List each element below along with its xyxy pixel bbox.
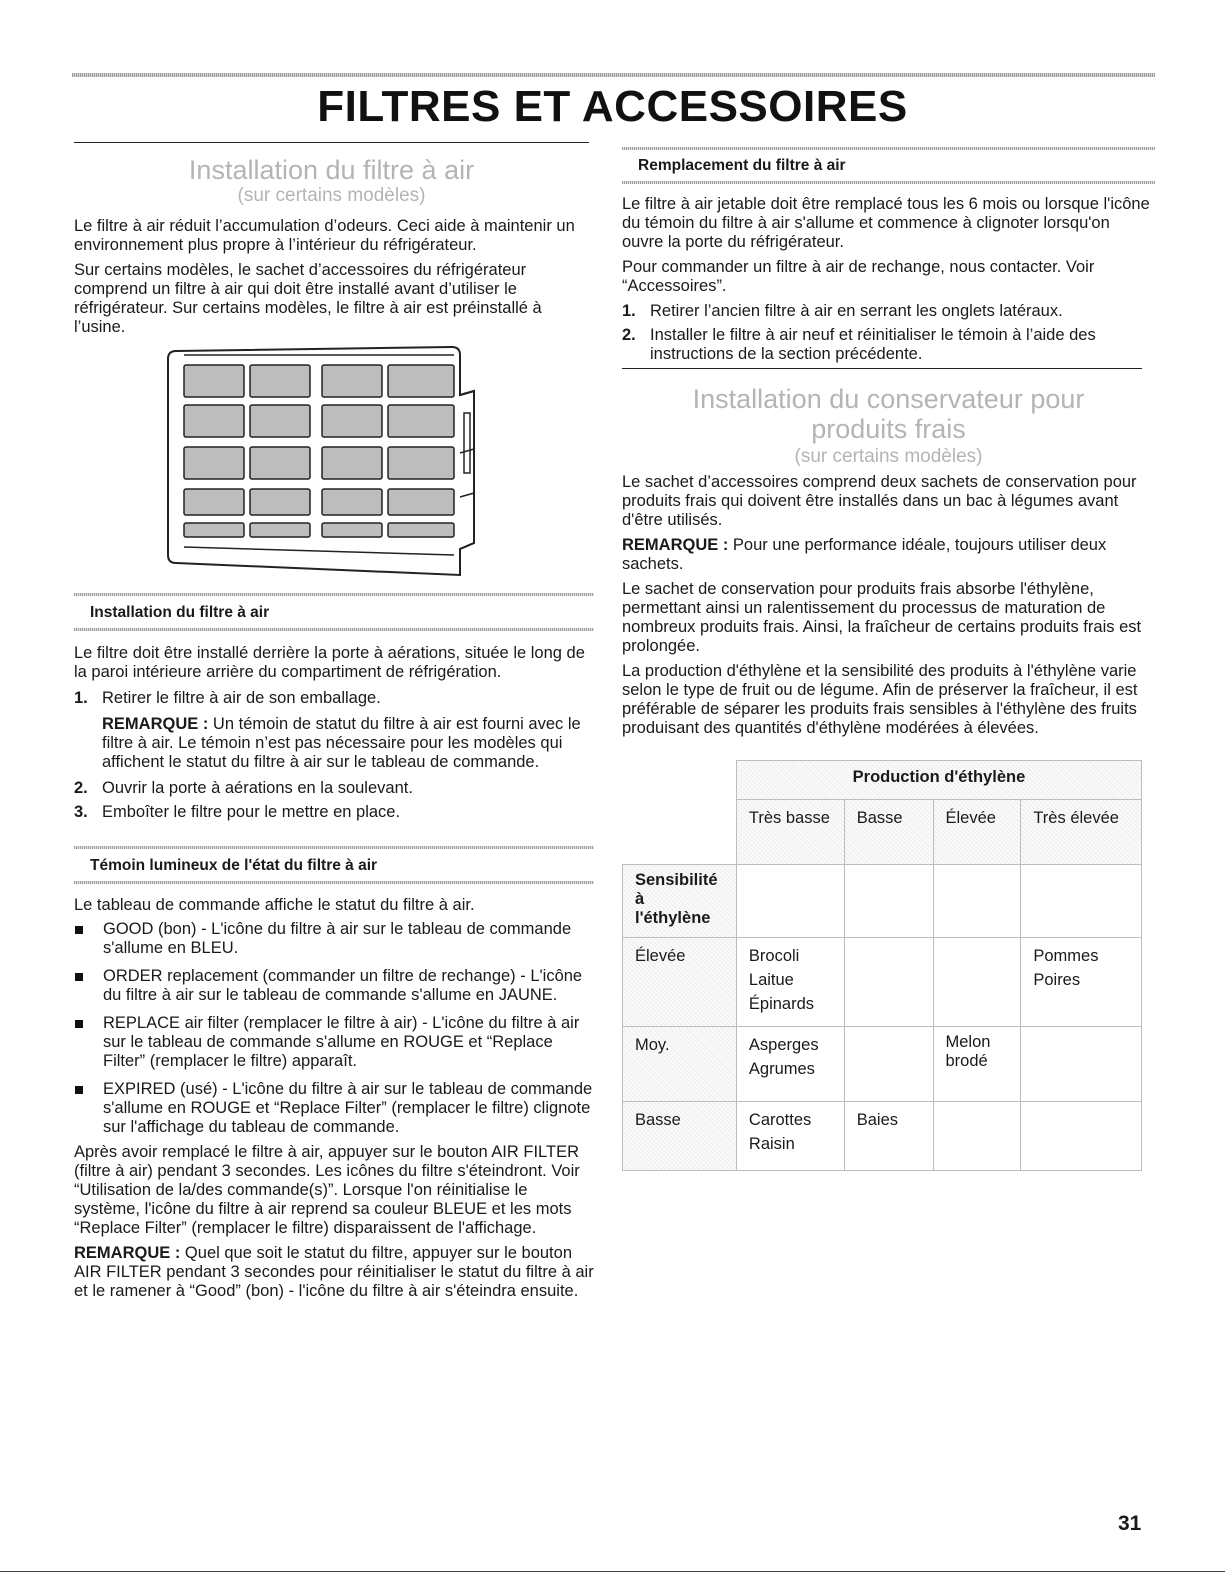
- table-cell: [623, 761, 737, 800]
- column-header: Très basse: [736, 800, 844, 865]
- note-text: Quel que soit le statut du filtre, appuyer sur le bouton AIR FILTER pendant 3 secondes pour réinitialiser le statut du filtre à air et le ramener à “Good” (bon) - l'icône du filtre à air s'éteindra ensuite.: [74, 1244, 594, 1300]
- preserver-paragraph: La production d'éthylène et la sensibilité des produits à l'éthylène varie selon le type de fruit ou de légume. Afin de préserver la fraîcheur, il est préférable de séparer les produits frais sensibles à l'éthylène des fruits produisant des quantités d'éthylène modérées à élevées.: [622, 662, 1138, 737]
- table-row: [623, 865, 1142, 938]
- row-label: Moy.: [623, 1027, 737, 1102]
- replace-paragraph: Pour commander un filtre à air de rechange, nous contacter. Voir “Accessoires”.: [622, 258, 1095, 295]
- step-item: [622, 302, 1155, 321]
- filter-slat: [250, 447, 310, 479]
- bullet-icon: [74, 1014, 103, 1071]
- dotted-rule: [74, 628, 594, 631]
- step-text: Retirer le filtre à air de son emballage.: [102, 689, 381, 707]
- step-number: 1.: [622, 302, 636, 320]
- table-cell: [1021, 1027, 1142, 1102]
- table-cell: [1021, 865, 1142, 938]
- step-text: Emboîter le filtre pour le mettre en place.: [102, 803, 401, 821]
- table-cell: [844, 1027, 933, 1102]
- section-subtitle: (sur certains modèles): [794, 446, 983, 467]
- preserver-paragraph: Le sachet d’accessoires comprend deux sachets de conservation pour produits frais qui doivent être installés dans un bac à légumes avant d'être utilisés.: [622, 473, 1137, 529]
- note-paragraph: [102, 715, 594, 772]
- note-text: Pour une performance idéale, toujours utiliser deux sachets.: [622, 536, 1107, 573]
- filter-slat: [184, 405, 244, 437]
- bullet-item: [74, 1014, 594, 1071]
- page-number: 31: [1118, 1512, 1142, 1535]
- sensitivity-header: Sensibilité à l'éthylène: [623, 865, 737, 938]
- table-row: [623, 761, 1142, 800]
- filter-slat: [250, 489, 310, 515]
- dotted-rule: [74, 881, 594, 884]
- step-item: [74, 779, 594, 798]
- bottom-rule: [0, 1571, 1225, 1572]
- column-header: Basse: [844, 800, 933, 865]
- filter-slat: [322, 405, 382, 437]
- row-label: Basse: [623, 1102, 737, 1171]
- intro-paragraph: Sur certains modèles, le sachet d’accessoires du réfrigérateur comprend un filtre à air qui doit être installé avant d’utiliser le réfrigérateur. Sur certains modèles, le filtre à air est préinstallé à l’usine.: [74, 261, 542, 336]
- step-number: 2.: [74, 779, 88, 797]
- production-header: Production d'éthylène: [736, 761, 1141, 800]
- bullet-text: ORDER replacement (commander un filtre de rechange) - L'icône du filtre à air sur le tableau de commande s'allume en JAUNE.: [103, 967, 583, 1004]
- bullet-text: EXPIRED (usé) - L'icône du filtre à air sur le tableau de commande s'allume en ROUGE et “Replace Filter” (remplacer le filtre) clignote sur l'affichage du tableau de commande.: [103, 1080, 593, 1136]
- step-text: Ouvrir la porte à aérations en la soulevant.: [102, 779, 413, 797]
- table-cell: Baies: [844, 1102, 933, 1171]
- indicator-intro: Le tableau de commande affiche le statut du filtre à air.: [74, 896, 475, 914]
- table-cell: Brocoli Laitue Épinards: [736, 938, 844, 1027]
- filter-slat: [184, 523, 244, 537]
- section-rule: [622, 368, 1142, 369]
- preserver-paragraph: Le sachet de conservation pour produits frais absorbe l'éthylène, permettant ainsi un ralentissement du processus de maturation de nombreux produits frais. Ainsi, la fraîcheur de certains produits frais est prolongée.: [622, 580, 1142, 655]
- step-number: 3.: [74, 803, 88, 821]
- note-label: REMARQUE :: [622, 536, 729, 554]
- filter-slat: [184, 447, 244, 479]
- table-cell: [933, 865, 1021, 938]
- table-cell: [844, 865, 933, 938]
- replace-paragraph: Le filtre à air jetable doit être remplacé tous les 6 mois ou lorsque l'icône du témoin du filtre à air s'allume et commence à clignoter lorsqu'on ouvre la porte du réfrigérateur.: [622, 195, 1150, 251]
- table-cell: [844, 938, 933, 1027]
- table-cell: [1021, 1102, 1142, 1171]
- section-subtitle: (sur certains modèles): [237, 185, 426, 206]
- air-filter-illustration: [162, 343, 492, 580]
- table-row: [623, 938, 1142, 1027]
- install-paragraph: Le filtre doit être installé derrière la porte à aérations, située le long de la paroi intérieure arrière du compartiment de réfrigération.: [74, 644, 585, 681]
- filter-slat: [250, 365, 310, 397]
- filter-slat: [388, 447, 454, 479]
- dotted-rule: [74, 846, 594, 849]
- bullet-item: [74, 920, 594, 958]
- note-label: REMARQUE :: [102, 715, 209, 733]
- bullet-item: [74, 967, 594, 1005]
- page-title: FILTRES ET ACCESSOIRES: [317, 82, 908, 131]
- dotted-rule: [74, 593, 594, 596]
- bullet-icon: [74, 920, 103, 958]
- filter-slat: [388, 405, 454, 437]
- table-cell: [933, 938, 1021, 1027]
- note-paragraph: [622, 536, 1155, 574]
- step-text: Retirer l’ancien filtre à air en serrant les onglets latéraux.: [650, 302, 1063, 320]
- row-label: Élevée: [623, 938, 737, 1027]
- bullet-icon: [74, 967, 103, 1005]
- table-cell: [623, 800, 737, 865]
- bullet-text: REPLACE air filter (remplacer le filtre à air) - L'icône du filtre à air sur le tableau de commande s'allume en ROUGE et “Replace Filter” (remplacer le filtre) apparaît.: [103, 1014, 580, 1070]
- install-heading: Installation du filtre à air: [90, 604, 270, 621]
- dotted-rule: [622, 181, 1155, 184]
- step-number: 2.: [622, 326, 636, 344]
- note-paragraph: [74, 1244, 594, 1301]
- dotted-rule: [622, 147, 1155, 150]
- note-label: REMARQUE :: [74, 1244, 181, 1262]
- bullet-text: GOOD (bon) - L'icône du filtre à air sur le tableau de commande s'allume en BLEU.: [103, 920, 572, 957]
- section-rule: [74, 142, 589, 143]
- step-number: 1.: [74, 689, 88, 707]
- filter-slat: [184, 489, 244, 515]
- table-cell: Melon brodé: [933, 1027, 1021, 1102]
- table-cell: Pommes Poires: [1021, 938, 1142, 1027]
- note-text: Un témoin de statut du filtre à air est fourni avec le filtre à air. Le témoin n’est pas nécessaire pour les modèles qui affichent le statut du filtre à air sur le tableau de commande.: [102, 715, 581, 771]
- replace-heading: Remplacement du filtre à air: [638, 157, 846, 174]
- section-title: Installation du conservateur pour: [692, 384, 1085, 414]
- intro-paragraph: Le filtre à air réduit l’accumulation d’odeurs. Ceci aide à maintenir un environnement plus propre à l’intérieur du réfrigérateur.: [74, 217, 575, 254]
- bullet-item: [74, 1080, 594, 1137]
- bullet-icon: [74, 1080, 103, 1137]
- after-paragraph: Après avoir remplacé le filtre à air, appuyer sur le bouton AIR FILTER (filtre à air) pendant 3 secondes. Les icônes du filtre s'éteindront. Voir “Utilisation de la/des commande(s)”. Lorsque l'on réinitialise le système, l'icône du filtre à air reprend sa couleur BLEUE et les mots “Replace Filter” (remplacer le filtre) disparaissent de l'affichage.: [74, 1143, 580, 1237]
- section-title: produits frais: [811, 414, 966, 444]
- top-rule: [72, 73, 1155, 77]
- filter-slat: [322, 523, 382, 537]
- section-title: Installation du filtre à air: [188, 155, 475, 185]
- filter-slat: [184, 365, 244, 397]
- table-row: [623, 800, 1142, 865]
- table-row: [623, 1027, 1142, 1102]
- filter-slat: [322, 365, 382, 397]
- column-header: Très élevée: [1021, 800, 1142, 865]
- step-text: Installer le filtre à air neuf et réinitialiser le témoin à l’aide des instructions de la section précédente.: [650, 326, 1096, 363]
- filter-slat: [388, 523, 454, 537]
- filter-slat: [322, 447, 382, 479]
- table-cell: [736, 865, 844, 938]
- filter-slat: [388, 365, 454, 397]
- step-item: [622, 326, 1155, 364]
- filter-slat: [250, 405, 310, 437]
- table-cell: Asperges Agrumes: [736, 1027, 844, 1102]
- table-row: [623, 1102, 1142, 1171]
- filter-slat: [388, 489, 454, 515]
- table-cell: Carottes Raisin: [736, 1102, 844, 1171]
- step-item: [74, 689, 594, 772]
- filter-slat: [322, 489, 382, 515]
- ethylene-table: [622, 760, 1142, 1171]
- indicator-heading: Témoin lumineux de l'état du filtre à air: [90, 857, 378, 874]
- step-item: [74, 803, 594, 822]
- column-header: Élevée: [933, 800, 1021, 865]
- filter-slat: [250, 523, 310, 537]
- table-cell: [933, 1102, 1021, 1171]
